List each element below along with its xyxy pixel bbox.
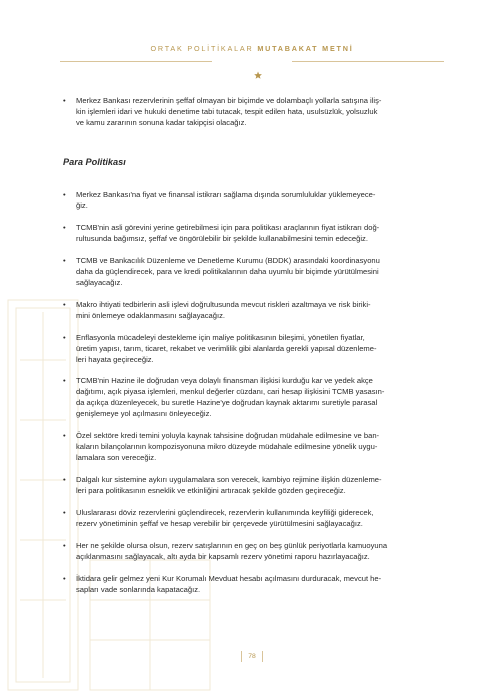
bullet-text-line: leri hayata geçireceğiz. — [76, 354, 154, 364]
bullet-text-line: sağlayacağız. — [76, 277, 123, 287]
section-bullet-list — [63, 189, 443, 595]
bullet-text-line: genişlemeye yol açılmasını önleyeceğiz. — [76, 409, 212, 419]
bullet-text-line: TCMB ve Bankacılık Düzenleme ve Denetleme Kurumu (BDDK) arasındaki koordinasyonu — [76, 255, 380, 265]
bullet-text-line: ve kamu zararının sonuna kadar takipçisi olacağız. — [76, 118, 247, 127]
crescent-star-icon — [236, 64, 268, 86]
bullet-text-line: da açıkça düzenleyecek, bu suretle Hazine'ye doğrudan kaynak aktarımı suretiyle parasal — [76, 398, 378, 408]
bullet-marker: • — [63, 431, 66, 441]
header-title-regular: ORTAK POLİTİKALAR — [150, 44, 254, 53]
bullet-item — [63, 299, 443, 321]
bullet-item — [63, 222, 443, 244]
intro-bullet-list — [63, 95, 443, 128]
bullet-text-line: daha da güçlendirecek, para ve kredi politikalarının daha uyumlu bir biçimde yürütülmesini — [76, 266, 379, 276]
header-rule-left — [60, 61, 212, 62]
header-title-bold: MUTABAKAT METNİ — [257, 44, 354, 53]
bullet-text-line: üretim yapısı, tarım, ticaret, rekabet ve verimlilik gibi alanlarda gerekli yapısal düzenleme- — [76, 343, 377, 353]
bullet-marker: • — [63, 299, 66, 309]
bullet-text-line: Her ne şekilde olursa olsun, rezerv satışlarının en geç on beş günlük periyotlarla kamuoyuna — [76, 541, 388, 551]
bullet-item — [63, 474, 443, 496]
bullet-item — [63, 255, 443, 288]
bullet-item — [63, 332, 443, 365]
bullet-text-line: lamalara son vereceğiz. — [76, 453, 157, 463]
bullet-text-line: dağıtımı, açık piyasa işlemleri, menkul değerler cüzdanı, cari hesap ilişkisini TCMB yasasın- — [76, 387, 385, 397]
bullet-text-line: Merkez Bankası rezervlerinin şeffaf olmayan bir biçimde ve dolambaçlı yollarla satışına iliş- — [76, 96, 382, 105]
bullet-text-line: açıklanmasını sağlayacak, altı ayda bir kapsamlı rezerv yönetimi raporu hazırlayacağız. — [76, 552, 370, 562]
document-body — [63, 95, 443, 606]
bullet-item — [63, 95, 443, 128]
bullet-marker: • — [63, 96, 66, 105]
bullet-text-line: kin işlemleri idari ve hukuki denetime tabi tutacak, tespit edilen hata, usulsüzlük, yolsuzluk — [76, 107, 378, 116]
bullet-item — [63, 507, 443, 529]
bullet-text-line: Enflasyonla mücadeleyi destekleme için maliye politikasının bileşimi, yönetilen fiyatlar, — [76, 332, 365, 342]
bullet-text-line: TCMB'nin asli görevini yerine getirebilmesi için para politikası araçlarının fiyat istikrarı doğ- — [76, 222, 380, 232]
bullet-text-line: Özel sektöre kredi temini yoluyla kaynak tahsisine doğrudan müdahale edilmesine ve ban- — [76, 431, 380, 441]
bullet-text-line: ğiz. — [76, 201, 88, 210]
bullet-text-line: Merkez Bankası'na fiyat ve finansal istikrarı sağlama dışında sorumluluklar yüklemeyece- — [76, 190, 376, 199]
bullet-text-line: Dalgalı kur sistemine aykırı uygulamalara son verecek, kambiyo rejimine ilişkin düzenleme- — [76, 475, 382, 485]
bullet-item — [63, 573, 443, 595]
bullet-marker: • — [63, 222, 66, 232]
bullet-item — [63, 375, 443, 419]
bullet-text-line: İktidara gelir gelmez yeni Kur Korumalı Mevduat hesabı açılmasını durduracak, mevcut he- — [76, 573, 382, 583]
bullet-marker: • — [63, 541, 66, 551]
bullet-marker: • — [63, 508, 66, 518]
page-number — [0, 651, 504, 662]
bullet-marker: • — [63, 190, 66, 199]
bullet-text-line: mini önlemeye odaklanmasını sağlayacağız. — [76, 310, 226, 320]
bullet-marker: • — [63, 376, 66, 386]
bullet-text-line: Makro ihtiyati tedbirlerin asli işlevi doğrultusunda mevcut riskleri azaltmaya ve risk biriki- — [76, 299, 371, 309]
bullet-text-line: kaların bilançolarının kompozisyonuna mikro düzeyde müdahale edilmesine yönelik uygu- — [76, 442, 378, 452]
bullet-item — [63, 540, 443, 562]
bullet-item — [63, 430, 443, 463]
bullet-marker: • — [63, 475, 66, 485]
bullet-marker: • — [63, 332, 66, 342]
bullet-marker: • — [63, 573, 66, 583]
bullet-text-line: leri para politikasının esneklik ve etkinliğini artıracak şekilde gözden geçireceğiz. — [76, 486, 346, 496]
running-header — [0, 44, 504, 53]
bullet-text-line: Uluslararası döviz rezervlerini güçlendirecek, rezervlerin kullanımında keyfiliği giderecek, — [76, 508, 374, 518]
section-heading: Para Politikası — [63, 157, 126, 167]
bullet-text-line: rezerv yönetiminin şeffaf ve hesap verebilir bir çerçevede yürütülmesini sağlayacağız. — [76, 519, 363, 529]
bullet-text-line: TCMB'nin Hazine ile doğrudan veya dolaylı finansman ilişkisi kurduğu kar ve yedek akçe — [76, 376, 373, 386]
bullet-marker: • — [63, 255, 66, 265]
bullet-text-line: rultusunda bağımsız, şeffaf ve öngörülebilir bir şekilde kullanabilmesini temin edeceğiz. — [76, 233, 368, 243]
bullet-text-line: sapları vade sonlarında kapatacağız. — [76, 584, 201, 594]
page-number-label: 78 — [241, 651, 263, 662]
header-rule-right — [292, 61, 444, 62]
bullet-item — [63, 189, 443, 211]
